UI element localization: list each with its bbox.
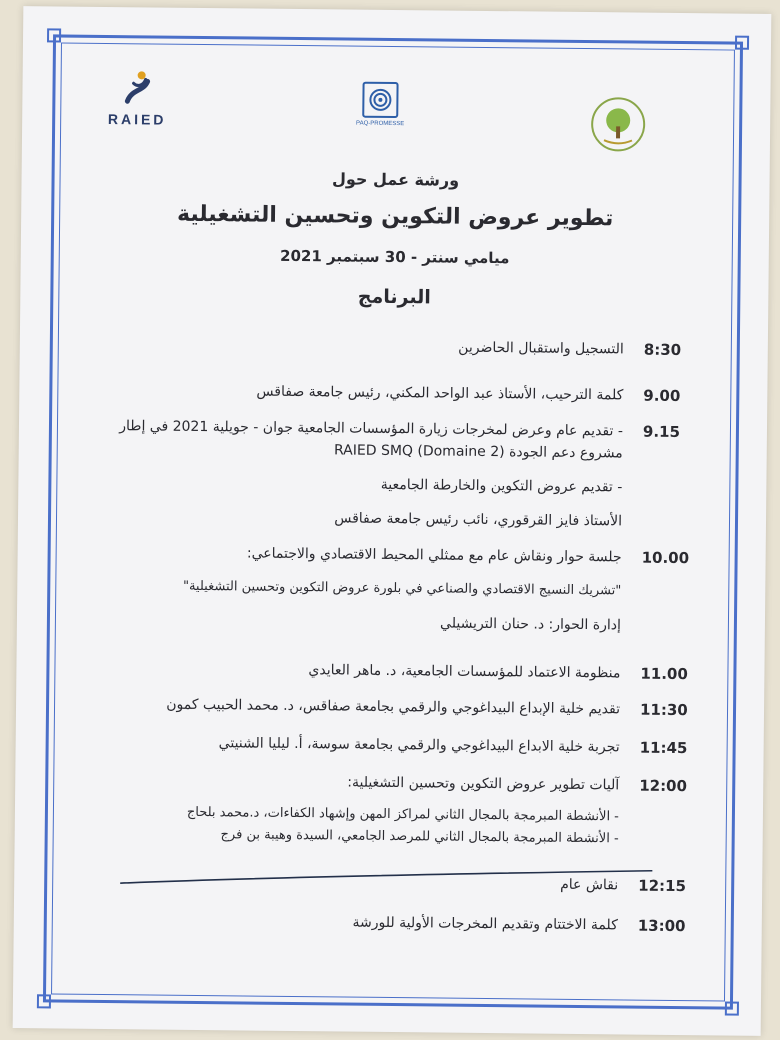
program-time: 12:00 (639, 776, 688, 796)
program-subitem: - الأنشطة المبرمجة بالمجال الثاني لمراكز المهن وإشهاد الكفاءات، د.محمد بلحاج (186, 804, 619, 825)
program-time: 11.00 (640, 664, 688, 684)
paq-emblem-icon (362, 82, 398, 118)
workshop-intro: ورشة عمل حول (331, 169, 460, 190)
program-time: 9.00 (643, 386, 681, 406)
program-text: تجربة خلية الابداع البيداغوجي والرقمي بجامعة سوسة، أ. ليليا الشنيتي (218, 735, 620, 756)
program-text: كلمة الاختتام وتقديم المخرجات الأولية للورشة (352, 914, 618, 934)
frame-corner-ornament (47, 28, 61, 42)
frame-corner-ornament (37, 994, 51, 1008)
raied-logo (92, 67, 183, 128)
program-text: جلسة حوار ونقاش عام مع ممثلي المحيط الاقتصادي والاجتماعي: (246, 545, 622, 566)
program-time: 9.15 (642, 422, 681, 442)
workshop-title: تطوير عروض التكوين وتحسين التشغيلية (176, 201, 614, 232)
program-text: - تقديم عروض التكوين والخارطة الجامعية (380, 476, 623, 496)
tree-seal-icon (590, 96, 647, 153)
program-time: 12:15 (638, 876, 687, 896)
program-text: مشروع دعم الجودة RAIED SMQ (Domaine 2) (333, 442, 623, 462)
program-sheet (13, 6, 772, 1036)
program-time: 8:30 (643, 340, 682, 360)
program-text: آليات تطوير عروض التكوين وتحسين التشغيلية: (347, 774, 620, 794)
program-text: نقاش عام (560, 876, 619, 894)
program-time: 10.00 (641, 548, 690, 568)
program-text: - تقديم عام وعرض لمخرجات زيارة المؤسسات الجامعية جوان - جويلية 2021 في إطار (119, 418, 624, 440)
program-time: 11:45 (639, 738, 688, 758)
raied-figure-icon (117, 67, 157, 107)
program-text: كلمة الترحيب، الأستاذ عبد الواحد المكني، رئيس جامعة صفاقس (256, 383, 624, 404)
program-time: 11:30 (639, 700, 688, 720)
program-text: الأستاذ فايز القرقوري، نائب رئيس جامعة صفاقس (334, 510, 623, 530)
program-heading: البرنامج (357, 285, 431, 309)
university-sfax-logo (590, 96, 647, 153)
raied-logo-text: RAIED (107, 111, 167, 128)
frame-corner-ornament (735, 36, 749, 50)
program-text: إدارة الحوار: د. حنان التريشيلي (440, 615, 622, 634)
program-text: منظومة الاعتماد للمؤسسات الجامعية، د. ماهر العايدي (308, 662, 621, 682)
paq-logo (340, 81, 420, 127)
frame-corner-ornament (725, 1002, 739, 1016)
workshop-place-date: ميامي سنتر - 30 سبتمبر 2021 (280, 246, 510, 268)
paq-logo-text: PAQ-PROMESSE (356, 120, 405, 128)
program-text: تقديم خلية الإبداع البيداغوجي والرقمي بجامعة صفاقس، د. محمد الحبيب كمون (166, 696, 621, 718)
program-subitem: - الأنشطة المبرمجة بالمجال الثاني للمرصد الجامعي، السيدة وهيبة بن فرج (220, 827, 619, 847)
program-text: التسجيل واستقبال الحاضرين (458, 339, 624, 358)
program-time: 13:00 (637, 916, 686, 936)
program-quote: "تشريك النسيج الاقتصادي والصناعي في بلورة عروض التكوين وتحسين التشغيلية" (182, 578, 622, 599)
